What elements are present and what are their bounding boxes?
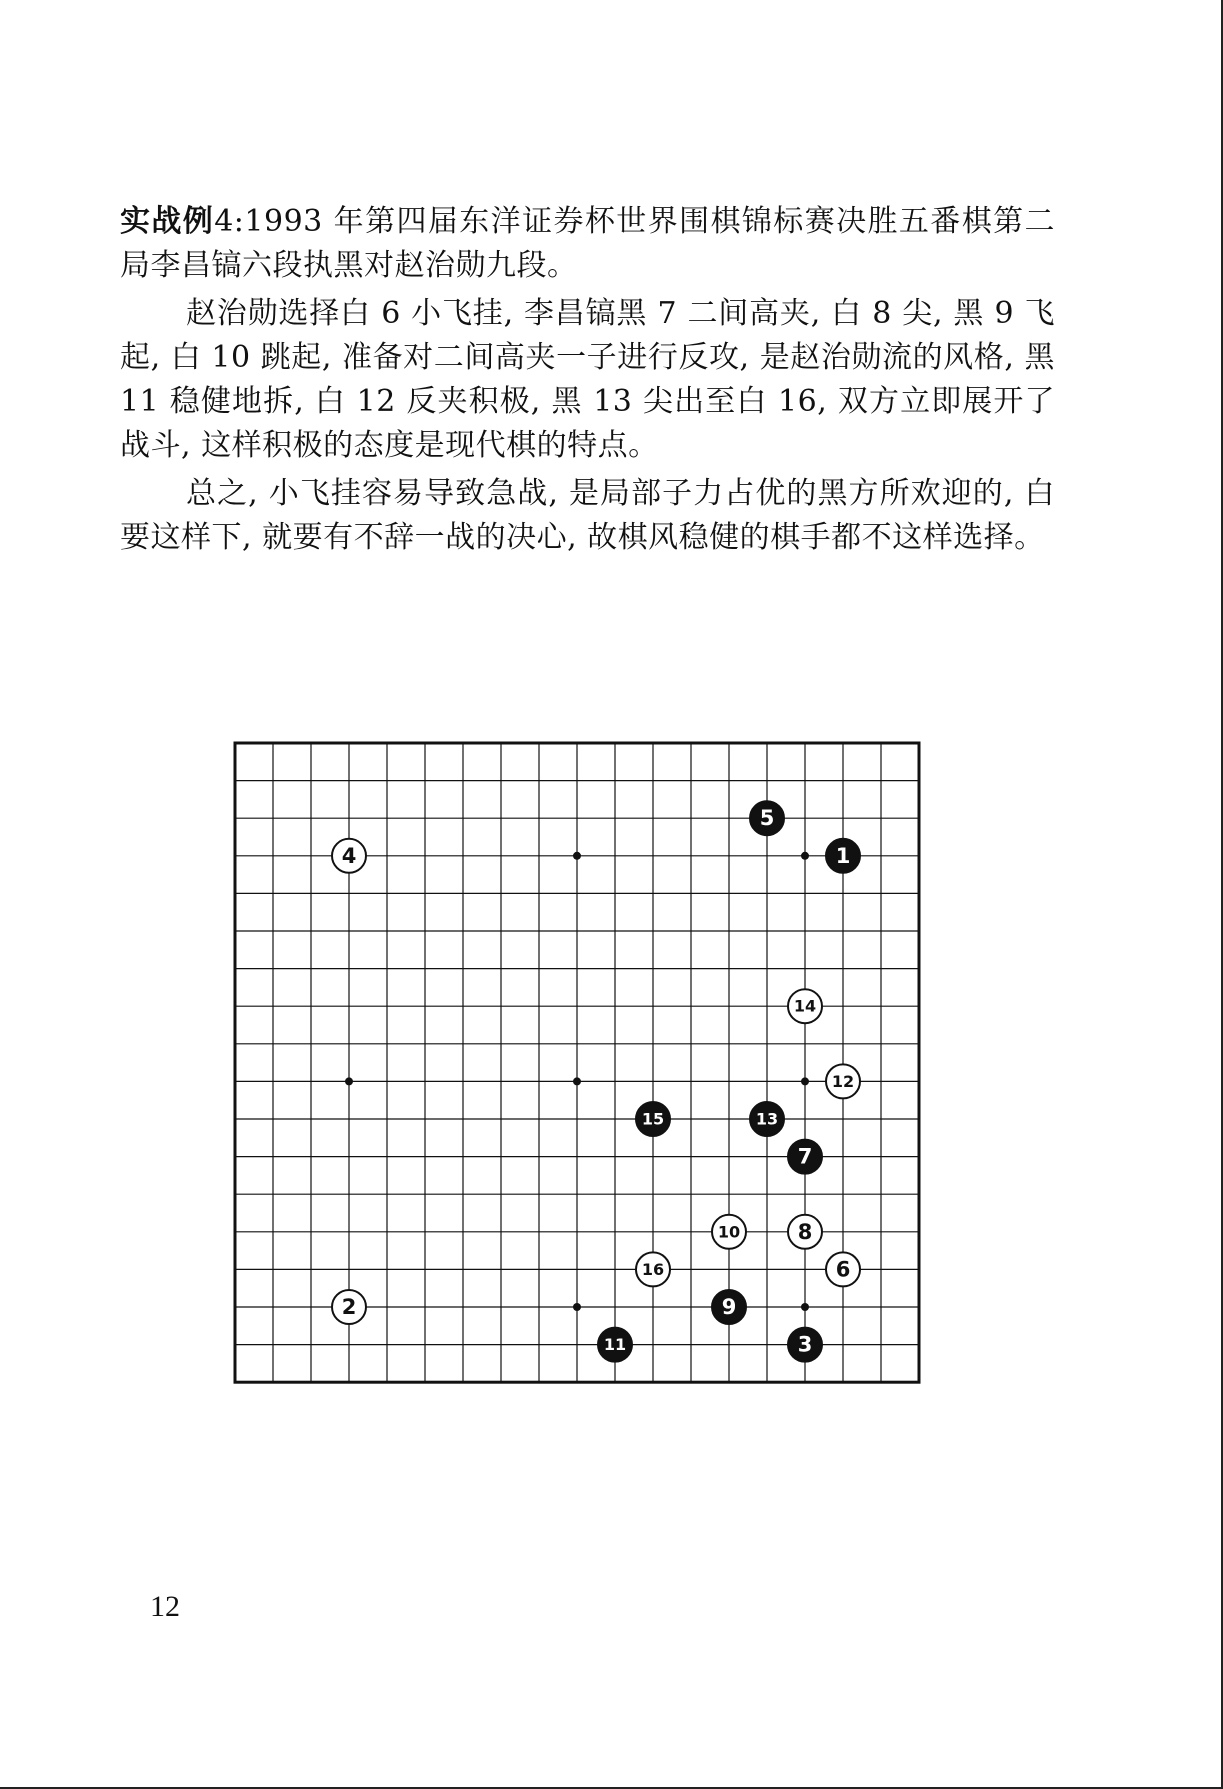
- star-point: [573, 1303, 581, 1311]
- stone-number-16: 16: [641, 1259, 665, 1279]
- example-description: 4:1993 年第四届东洋证券杯世界围棋锦标赛决胜五番棋第二局李昌镐六段执黑对赵治勋九段。: [120, 204, 1055, 283]
- stone-number-10: 10: [717, 1222, 741, 1242]
- paragraph-analysis: 赵治勋选择白 6 小飞挂, 李昌镐黑 7 二间高夹, 白 8 尖, 黑 9 飞起, 白 10 跳起, 准备对二间高夹一子进行反攻, 是赵治勋流的风格, 黑 11 稳健地拆, 白 12 反夹积极, 黑 13 尖出至白 16, 双方立即展开了战斗, 这样积极的态度是现代棋的特点。: [120, 296, 1055, 463]
- stone-number-12: 12: [831, 1071, 855, 1091]
- page-number: 12: [150, 1590, 180, 1623]
- stone-number-15: 15: [641, 1109, 665, 1129]
- star-point: [573, 852, 581, 860]
- stone-number-7: 7: [797, 1144, 813, 1169]
- stone-number-5: 5: [759, 806, 775, 831]
- star-point: [801, 1303, 809, 1311]
- star-point: [345, 1077, 353, 1085]
- paragraph-summary: 总之, 小飞挂容易导致急战, 是局部子力占优的黑方所欢迎的, 白要这样下, 就要有不辞一战的决心, 故棋风稳健的棋手都不这样选择。: [120, 476, 1055, 555]
- go-board-diagram: [229, 737, 925, 1431]
- stone-number-4: 4: [341, 843, 357, 868]
- stone-number-6: 6: [835, 1257, 851, 1282]
- stone-number-3: 3: [797, 1332, 813, 1357]
- go-board-svg: [229, 737, 925, 1427]
- star-point: [573, 1077, 581, 1085]
- star-point: [801, 1077, 809, 1085]
- stone-number-14: 14: [793, 996, 817, 1016]
- stone-number-1: 1: [835, 843, 851, 868]
- example-label: 实战例: [120, 204, 215, 239]
- stone-number-13: 13: [755, 1109, 779, 1129]
- star-point: [801, 852, 809, 860]
- body-text: [120, 200, 1055, 564]
- example-heading: [120, 200, 1055, 288]
- stone-number-9: 9: [721, 1295, 737, 1319]
- stone-number-2: 2: [341, 1295, 357, 1319]
- stone-number-11: 11: [603, 1335, 627, 1355]
- stone-number-8: 8: [797, 1219, 813, 1244]
